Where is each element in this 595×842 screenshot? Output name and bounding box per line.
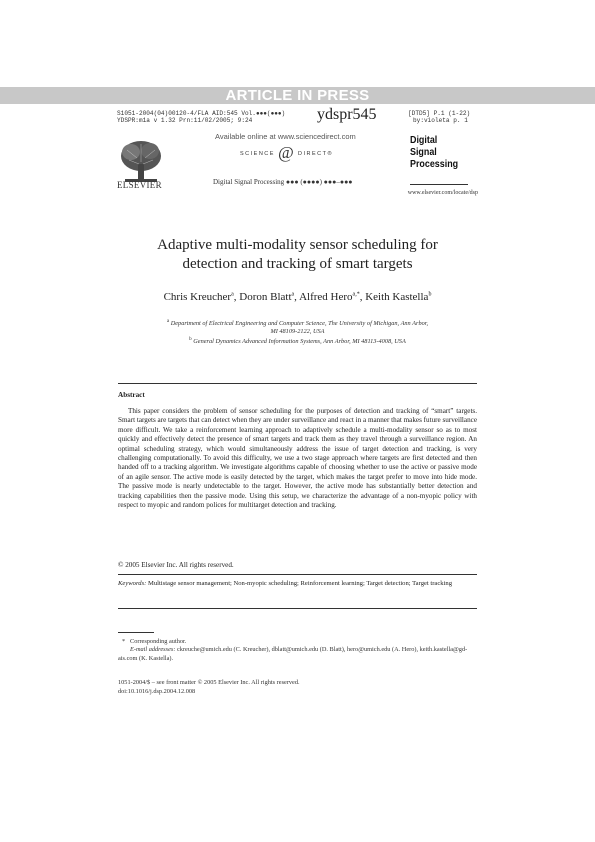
- affil-a-mark: a: [166, 319, 170, 324]
- dsp-logo-line2: Signal: [410, 146, 437, 158]
- elsevier-wordmark: ELSEVIER: [117, 180, 162, 190]
- footnote-email-text: ckreuche@umich.edu (C. Kreucher), dblatt@umich.edu (D. Blatt), hero@umich.edu (A. Hero), keith.kastella@gd-ais.com (K. Kastella).: [118, 646, 468, 662]
- author-affil-mark: b: [428, 291, 432, 298]
- author-separator: ,: [233, 291, 240, 303]
- doi-line[interactable]: doi:10.1016/j.dsp.2004.12.008: [118, 687, 196, 695]
- abstract-paragraph: This paper considers the problem of sensor scheduling for the purposes of detection and tracking of “smart” targets. Smart targets are targets that can detect when they are under surveillance and react in a manner that makes future surveillance more difficult. We take a reinforcement learning approach to adaptively schedule a multi-modality sensor so as to most quickly and effectively detect the presence of smart targets and track them as they travel through a surveillance region. An optimal scheduling strategy, which would simultaneously address the issue of target detection and tracking, is very challenging computationally. To avoid this difficulty, we use a two stage approach where targets are first detected and then handed off to a tracking algorithm. We investigate algorithms capable of choosing whether to use the active or passive mode of an agile sensor. The active mode is easily detected by the target, which makes the target prefer to move into hide mode. The passive mode is nearly undetectable to the target. However, the active mode has substantially better detection and tracking capabilities then the passive mode. Using this setup, we characterize the advantage of a non-myopic policy with respect to myopic and random polices for multitarget detection and tracking.: [118, 407, 477, 510]
- sd-left: SCIENCE: [240, 151, 275, 157]
- abstract-copyright: © 2005 Elsevier Inc. All rights reserved.: [118, 561, 234, 569]
- author-name: Keith Kastella: [365, 291, 429, 303]
- sd-right: DIRECT®: [298, 151, 334, 157]
- footnote-rule: [118, 632, 154, 633]
- author-name: Doron Blatt: [239, 291, 292, 303]
- footnote-email-label: E-mail addresses:: [130, 646, 176, 654]
- affiliation-a: [118, 318, 477, 337]
- author-affil-mark: a,*: [352, 291, 360, 298]
- dsp-logo-line1: Digital: [410, 134, 438, 146]
- sciencedirect-logo: [240, 143, 360, 164]
- journal-url[interactable]: www.elsevier.com/locate/dsp: [407, 190, 478, 196]
- dsp-journal-logo: [410, 134, 468, 185]
- journal-id: ydspr545: [317, 106, 377, 123]
- author-name: Alfred Hero: [299, 291, 353, 303]
- affil-b-mark: b: [189, 337, 192, 342]
- article-title: [100, 236, 495, 274]
- footnote-mark: *: [122, 638, 126, 645]
- affil-a-line1: Department of Electrical Engineering and Computer Science, The University of Michigan, Ann Arbor,: [170, 320, 429, 328]
- abstract-body: [118, 407, 477, 510]
- issn-line: 1051-2004/$ – see front matter © 2005 Elsevier Inc. All rights reserved.: [118, 679, 300, 686]
- header-right-line1: [DTD5] P.1 (1-22): [408, 110, 471, 117]
- author-affil-mark: a: [231, 291, 234, 298]
- footnote-corresponding: Corresponding author.: [130, 638, 187, 645]
- keywords: [118, 579, 477, 588]
- abstract-top-rule: [118, 383, 477, 384]
- sd-at: @: [278, 143, 296, 162]
- author-separator: ,: [359, 291, 366, 303]
- article-in-press-banner: ARTICLE IN PRESS: [0, 87, 595, 104]
- available-online: Available online at www.sciencedirect.com: [215, 132, 356, 141]
- author-list: [100, 291, 495, 303]
- keywords-text: Multistage sensor management; Non-myopic scheduling; Reinforcement learning; Target detection; Target tracking: [147, 580, 452, 587]
- abstract-bottom-rule: [118, 608, 477, 609]
- header-right-line2: by:violeta p. 1: [413, 117, 468, 124]
- footnote: [118, 638, 477, 663]
- dsp-logo-line3: Processing: [410, 158, 459, 170]
- keywords-label: Keywords:: [118, 580, 147, 587]
- issn-doi: [118, 679, 300, 696]
- keywords-top-rule: [118, 574, 477, 575]
- author-name: Chris Kreucher: [163, 291, 232, 303]
- title-line2: detection and tracking of smart targets: [182, 256, 413, 272]
- author-separator: ,: [294, 291, 300, 303]
- affil-b-line1: General Dynamics Advanced Information Systems, Ann Arbor, MI 48113-4008, USA: [193, 338, 406, 346]
- header-left-line2: YDSPR:m1a v 1.32 Prn:11/02/2005; 9:24: [117, 117, 253, 124]
- affiliation-b: [118, 336, 477, 346]
- header-left-line1: S1051-2004(04)00120-4/FLA AID:545 Vol.●●●(●●●): [117, 110, 286, 117]
- journal-reference: Digital Signal Processing ●●● (●●●●) ●●●–●●●: [213, 178, 353, 186]
- affil-a-line2: MI 48109-2122, USA: [270, 328, 325, 336]
- title-line1: Adaptive multi-modality sensor scheduling for: [157, 237, 438, 253]
- author-affil-mark: a: [291, 291, 295, 298]
- abstract-heading: Abstract: [118, 391, 145, 399]
